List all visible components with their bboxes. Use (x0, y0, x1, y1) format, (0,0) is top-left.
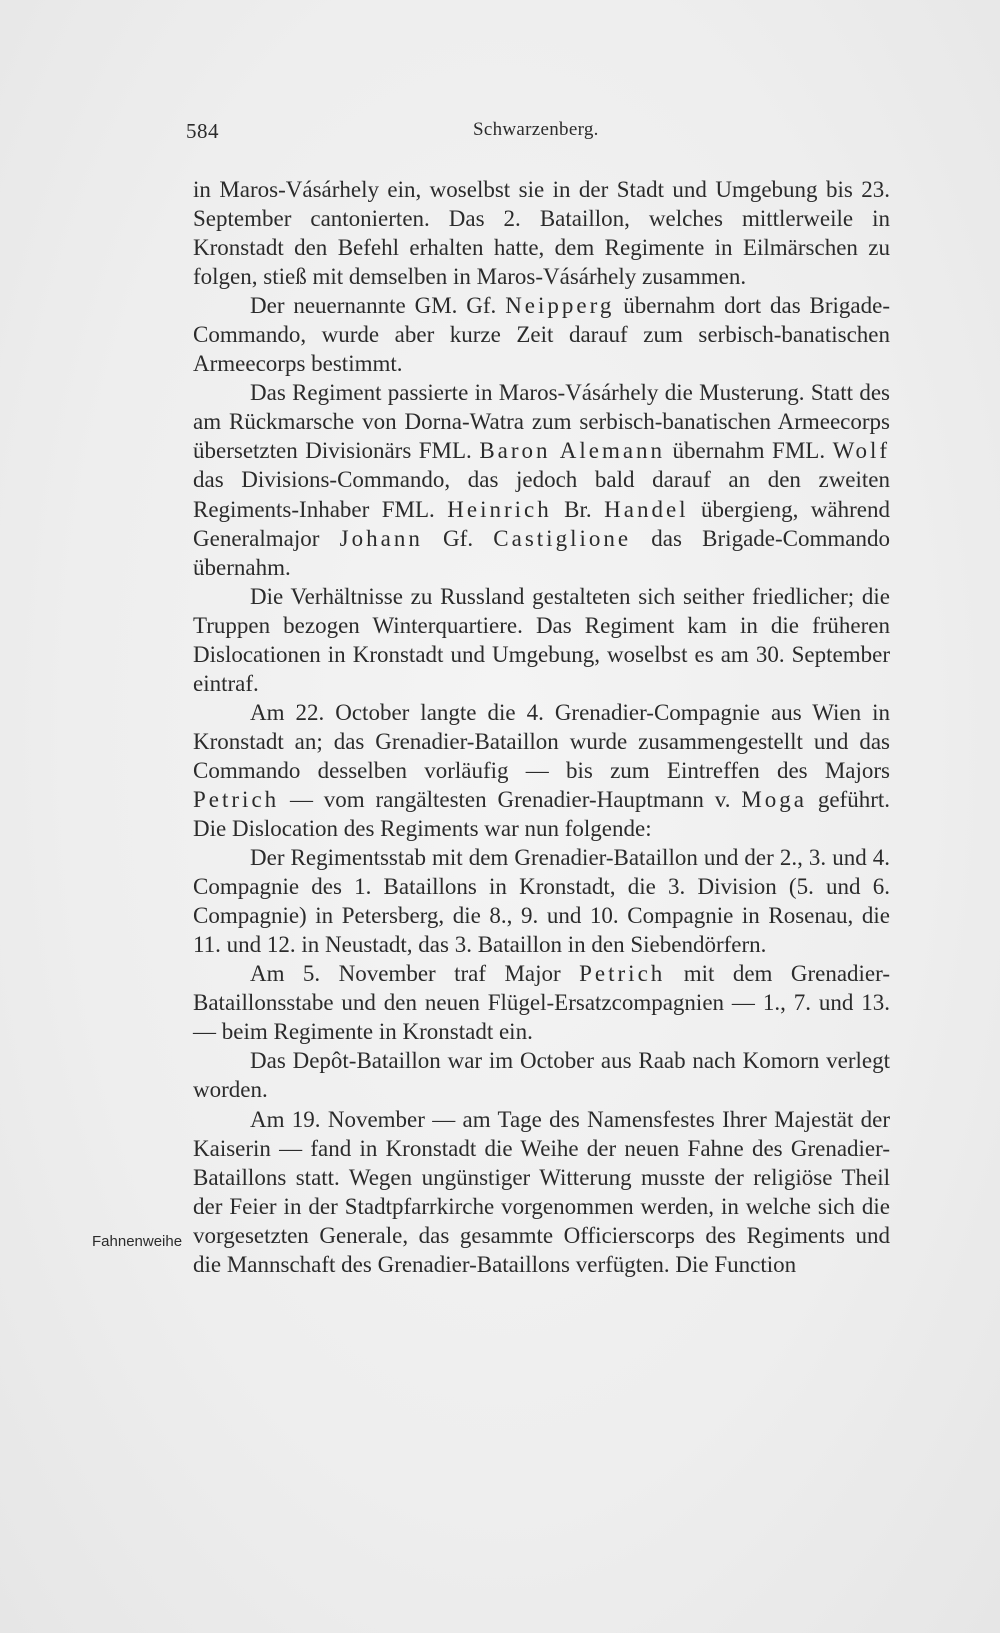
text-run: Die Verhältnisse zu Russland gestalteten sich seither friedlicher; die Truppen bezogen Winterquartiere. Das Regiment kam in die früheren Dislocationen in Kronstadt und Umgebung, woselbst es am 30. September eintraf. (193, 583, 890, 696)
spaced-name: Moga (741, 786, 807, 812)
text-run: Am 19. November — am Tage des Namensfestes Ihrer Majestät der Kaiserin — fand in Kronstadt die Weihe der neuen Fahne des Grenadier-Bataillons statt. Wegen ungünstiger Witterung musste der religiöse Theil der Feier in der Stadtpfarrkirche vorgenommen werden, in welche sich die vorgesetzten Generale, das gesammte Officierscorps des Regiments und die Mannschaft des Grenadier-Bataillons verfügten. Die Function (193, 1106, 890, 1277)
margin-note: Fahnenweihe (92, 1233, 183, 1250)
spaced-name: Johann (339, 525, 423, 551)
text-run: übergieng, während Generalmajor (193, 496, 890, 551)
text-run: mit dem Grenadier-Bataillonsstabe und den neuen Flügel-Ersatzcompagnien — 1., 7. und 13. — beim Regimente in Kronstadt ein. (193, 961, 890, 1045)
paragraph (193, 1105, 890, 1279)
paragraph (193, 175, 890, 291)
paragraph (193, 378, 890, 581)
paragraph (193, 843, 890, 959)
text-run: Das Regiment passierte in Maros-Vásárhely die Musterung. Statt des am Rückmarsche von Dorna-Watra zum serbisch-banatischen Armeecorps übersetzten Divisionärs FML. (193, 380, 890, 464)
paragraph (193, 698, 890, 843)
text-run: — vom rangältesten Grenadier-Hauptmann v. (279, 786, 742, 812)
running-title: Schwarzenberg. (473, 119, 599, 140)
spaced-name: Petrich (193, 786, 280, 812)
text-run: Der Regimentsstab mit dem Grenadier-Bataillon und der 2., 3. und 4. Compagnie des 1. Bataillons in Kronstadt, die 3. Division (5. und 6. Compagnie) in Petersberg, die 8., 9. und 10. Compagnie in Rosenau, die 11. und 12. in Neustadt, das 3. Bataillon in den Siebendörfern. (193, 845, 890, 958)
spaced-name: Castiglione (493, 525, 632, 551)
text-run: das Brigade-Commando übernahm. (193, 525, 890, 580)
text-run: Der neuernannte GM. Gf. (250, 293, 506, 319)
text-run: in Maros-Vásárhely ein, woselbst sie in der Stadt und Umgebung bis 23. September cantonierten. Das 2. Bataillon, welches mittlerweile in Kronstadt den Befehl erhalten hatte, dem Regimente in Eilmärschen zu folgen, stieß mit demselben in Maros-Vásárhely zusammen. (193, 177, 890, 290)
paragraph (193, 959, 890, 1046)
body-text (193, 175, 890, 1279)
spaced-name: Baron Alemann (479, 438, 666, 464)
paragraph (193, 291, 890, 378)
paragraph (193, 1046, 890, 1104)
text-run: Am 22. October langte die 4. Grenadier-Compagnie aus Wien in Kronstadt an; das Grenadier-Bataillon wurde zusammengestellt und das Commando desselben vorläufig — bis zum Eintreffen des Majors (193, 699, 890, 783)
page-header (186, 119, 896, 149)
text-run: geführt. Die Dislocation des Regiments war nun folgende: (193, 786, 890, 842)
text-run: das Divisions-Commando, das jedoch bald darauf an den zweiten Regiments-Inhaber FML. (193, 467, 890, 522)
spaced-name: Petrich (579, 961, 666, 987)
paragraph (193, 582, 890, 698)
spaced-name: Handel (604, 496, 689, 522)
text-run: Das Depôt-Bataillon war im October aus Raab nach Komorn verlegt worden. (193, 1048, 890, 1103)
text-run: Gf. (422, 525, 494, 551)
text-run: Am 5. November traf Major (250, 961, 580, 987)
spaced-name: Heinrich (447, 496, 552, 522)
page-number: 584 (186, 119, 219, 143)
spaced-name: Neipperg (505, 293, 615, 319)
text-run: übernahm dort das Brigade-Commando, wurde aber kurze Zeit darauf zum serbisch-banatischen Armeecorps bestimmt. (193, 293, 890, 377)
text-run: übernahm FML. (665, 438, 833, 464)
spaced-name: Wolf (832, 438, 890, 464)
text-run: Br. (551, 496, 605, 522)
